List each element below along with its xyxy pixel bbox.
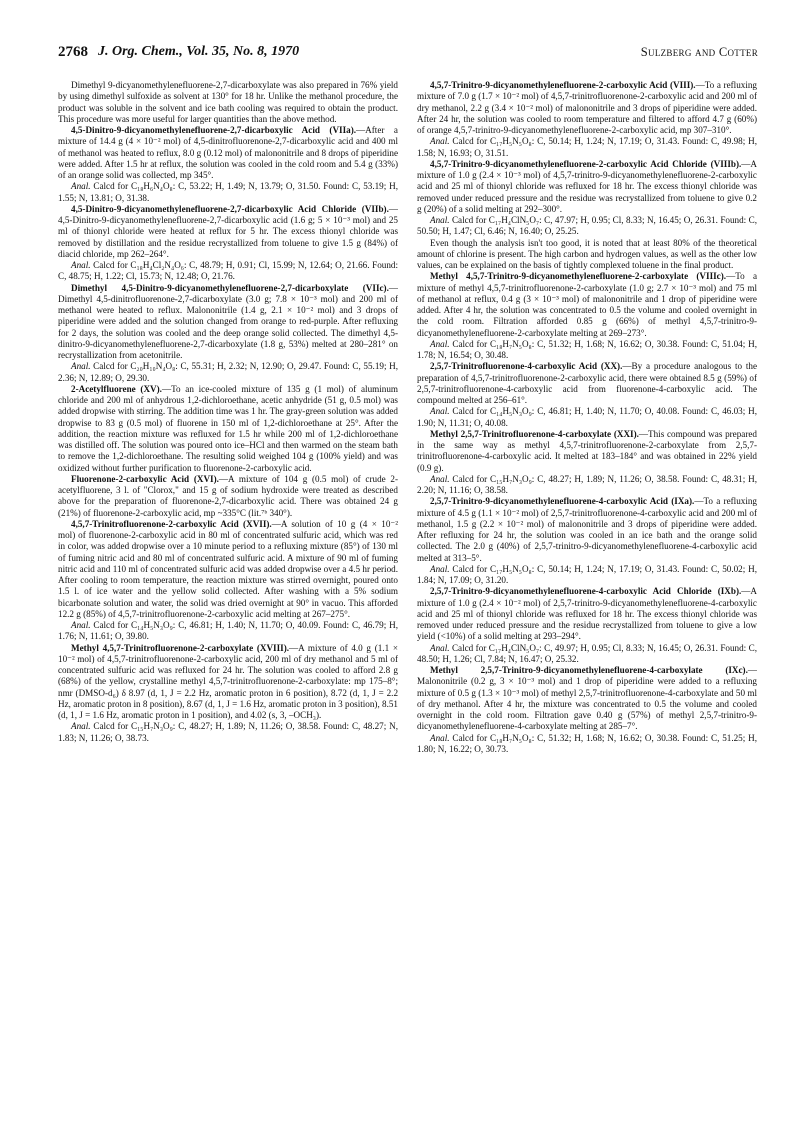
compound-heading: 4,5-Dinitro-9-dicyanomethylenefluorene-2,7-dicarboxylic Acid (VIIa).	[71, 125, 357, 135]
paragraph-text: —4,5-Dinitro-9-dicyanomethylenefluorene-2,7-dicarboxylic acid (1.6 g; 5 × 10⁻³ mol) and 25 ml of thionyl chloride were heated at reflux for 5 hr. The excess thionyl chloride was removed by distillation and the residue recrystallized from toluene to give 1.5 g (84%) of diacid chloride, mp 262–264°.	[58, 203, 398, 259]
paragraph	[58, 361, 398, 384]
paragraph-text: Calcd for C₂₀H₁₀N₄O₈: C, 55.31; H, 2.32; N, 12.90; O, 29.47. Found: C, 55.19; H, 2.36; N, 12.89; O, 29.30.	[58, 361, 398, 383]
paragraph-text: Even though the analysis isn't too good, it is noted that at least 80% of the theoretical amount of chlorine is present. The high carbon and hydrogen values, as well as the other low values, can be explained on the basis of tightly complexed toluene in the final product.	[417, 237, 757, 270]
compound-heading: Methyl 2,5,7-Trinitro-9-dicyanomethylenefluorene-4-carboxylate (IXc).	[430, 665, 748, 675]
paragraph-text: —Dimethyl 4,5-dinitrofluorenone-2,7-dicarboxylate (3.0 g; 7.8 × 10⁻³ mol) and 200 ml of methanol were heated to reflux. Malononitrile (1.4 g, 2.1 × 10⁻² mol) and 3 drops of piperidine were added and the solution changed from orange to red-purple. After refluxing for 2 days, the solution was cooled and the deep orange solid collected. The dimethyl 4,5-dinitro-9-dicyanomethylenefluorene-2,7-dicarboxylate (1.8 g, 53%) melted at 280–281° on recrystallization from acetonitrile.	[58, 282, 398, 360]
compound-heading: 4,5,7-Trinitro-9-dicyanomethylenefluorene-2-carboxylic Acid Chloride (VIIIb).	[430, 158, 742, 169]
journal-citation: J. Org. Chem., Vol. 35, No. 8, 1970	[98, 44, 300, 59]
analysis-label: Anal.	[430, 642, 450, 653]
paragraph	[417, 496, 757, 564]
left-column	[58, 80, 398, 1120]
paragraph	[417, 80, 757, 136]
compound-heading: 4,5-Dinitro-9-dicyanomethylenefluorene-2,7-dicarboxylic Acid Chloride (VIIb).	[71, 203, 389, 214]
analysis-label: Anal.	[430, 732, 450, 743]
paragraph-text: —This compound was prepared in the same way as methyl 4,5,7-trinitrofluorenone-2-carboxylate from 2,5,7-trinitrofluorenone-4-carboxylic acid. It melted at 183–184° and was obtained in 22% yield (0.9 g).	[417, 428, 757, 473]
paragraph-text: —To a refluxing mixture of 4.5 g (1.1 × 10⁻² mol) of 2,5,7-trinitrofluorenone-4-carboxylic acid and 200 ml of methanol, 1.5 g (2.2 × 10⁻² mol) of malononitrile and 3 drops of piperidine were added. After refluxing for 24 hr, the solution was cooled in an ice bath and the orange solid collected. The 2.0 g (40%) of 2,5,7-trinitro-9-dicyanomethylenefluorene-4-carboxylic acid melted at 313–5°.	[417, 496, 757, 563]
analysis-label: Anal.	[71, 620, 91, 630]
paragraph	[58, 260, 398, 283]
right-column	[417, 80, 757, 1120]
analysis-label: Anal.	[430, 406, 450, 417]
paragraph	[417, 136, 757, 159]
paragraph-text: —A mixture of 104 g (0.5 mol) of crude 2-acetylfluorene, 3 l. of "Clorox," and 15 g of sodium hydroxide were treated as described above for the preparation of fluorenone-2,7-dicarboxylic acid. There was obtained 24 g (21%) of fluorenone-2-carboxylic acid, mp ~335°C (lit.⁷ᵇ 340°).	[58, 473, 398, 518]
running-header	[58, 44, 758, 66]
paragraph-text: —A mixture of 1.0 g (2.4 × 10⁻³ mol) of 4,5,7-trinitro-9-dicyanomethylenefluorene-2-carboxylic acid and 25 ml of thionyl chloride was refluxed for 18 hr. The excess thionyl chloride was removed under reduced pressure and the residue was recrystallized from toluene to give 0.2 g (20%) of a solid melting at 292–300°.	[417, 158, 757, 214]
running-authors: Sulzberg and Cotter	[640, 45, 758, 59]
paragraph-text: Calcd for C₁₈H₆N₄O₈: C, 53.22; H, 1.49; N, 13.79; O, 31.50. Found: C, 53.19; H, 1.55; N, 13.81; O, 31.38.	[58, 181, 398, 203]
compound-heading: Dimethyl 4,5-Dinitro-9-dicyanomethylenefluorene-2,7-dicarboxylate (VIIc).	[71, 282, 389, 293]
compound-heading: 4,5,7-Trinitro-9-dicyanomethylenefluorene-2-carboxylic Acid (VIII).	[430, 80, 696, 90]
paragraph-text: Calcd for C₁₅H₇N₃O₉: C, 48.27; H, 1.89; N, 11.26; O, 38.58. Found: C, 48.27; N, 1.83; N, 11.26; O, 38.73.	[58, 721, 398, 743]
compound-heading: 2-Acetylfluorene (XV).	[71, 383, 162, 394]
page-number: 2768	[58, 44, 88, 60]
analysis-label: Anal.	[430, 215, 450, 225]
analysis-label: Anal.	[71, 721, 91, 732]
paragraph-text: —After a mixture of 14.4 g (4 × 10⁻² mol) of 4,5-dinitrofluorenone-2,7-dicarboxylic acid and 400 ml of methanol was heated to reflux, 8.0 g (0.12 mol) of malononitrile and 8 drops of piperidine were added. After 1.5 hr at reflux, the solution was cooled in the cold room and 5.4 g (33%) of an orange solid was collected, mp 345°.	[58, 125, 398, 180]
paragraph	[417, 215, 757, 238]
paragraph	[58, 643, 398, 722]
paragraph	[417, 238, 757, 272]
paragraph-text: Calcd for C₁₈H₄Cl₂N₄O₆: C, 48.79; H, 0.91; Cl, 15.99; N, 12.64; O, 21.66. Found: C, 48.75; H, 1.22; Cl, 15.73; N, 12.48; O, 21.76.	[58, 260, 398, 282]
paragraph	[417, 159, 757, 215]
paragraph-text: Calcd for C₁₈H₇N₅O₈: C, 51.32; H, 1.68; N, 16.62; O, 30.38. Found: C, 51.25; H, 1.80; N, 16.22; O, 30.73.	[417, 732, 757, 754]
paragraph	[417, 733, 757, 756]
paragraph-text: Calcd for C₁₇H₅N₅O₈: C, 50.14; H, 1.24; N, 17.19; O, 31.43. Found: C, 50.02; H, 1.84; N, 17.09; O, 31.20.	[417, 563, 757, 585]
compound-heading: Methyl 2,5,7-Trinitrofluorenone-4-carboxylate (XXI).	[430, 428, 639, 439]
analysis-label: Anal.	[71, 361, 91, 372]
paragraph-text: —A solution of 10 g (4 × 10⁻² mol) of fluorenone-2-carboxylic acid in 80 ml of concentrated sulfuric acid, which was red in color, was added dropwise over a 10 minute period to a refluxing mixture (85°) of 130 ml of fuming nitric acid and 80 ml of concentrated sulfuric acid. A mixture of 90 ml of fuming nitric acid and 110 ml of concentrated sulfuric acid was added dropwise over a 4.5 hr period. After cooling to room temperature, the reaction mixture was stirred overnight, poured onto 1.5 l. of ice water and the yellow solid collected. After washing with a 5% sodium bicarbonate solution and water, the solid was dried overnight at 90° in vacuo. This afforded 12.2 g (85%) of 4,5,7-trinitrofluorenone-2-carboxylic acid melting at 267–275°.	[58, 518, 398, 619]
paragraph	[417, 339, 757, 362]
analysis-label: Anal.	[430, 338, 450, 349]
paragraph	[417, 361, 757, 406]
paragraph	[58, 474, 398, 519]
paragraph-text: Calcd for C₁₄H₅N₃O₉: C, 46.81; H, 1.40; N, 11.70; O, 40.09. Found: C, 46.79; H, 1.76; N, 11.61; O, 39.80.	[58, 620, 398, 642]
analysis-label: Anal.	[430, 473, 450, 484]
paragraph-text: Dimethyl 9-dicyanomethylenefluorene-2,7-dicarboxylate was also prepared in 76% yield by using dimethyl sulfoxide as solvent at 130° for 18 hr. Unlike the methanol procedure, the product was soluble in the solvent and ice bath cooling was required to obtain the product. This procedure was more useful for larger quantities than the above method.	[58, 80, 398, 124]
paragraph-text: Calcd for C₁₄H₅N₃O₉: C, 46.81; H, 1.40; N, 11.70; O, 40.08. Found: C, 46.03; H, 1.90; N, 11.31; O, 40.08.	[417, 406, 757, 428]
paragraph	[58, 384, 398, 474]
paragraph-text: Calcd for C₁₇H₄ClN₅O₇: C, 49.97; H, 0.95; Cl, 8.33; N, 16.45; O, 26.31. Found: C, 48.50; H, 1.26; Cl, 7.84; N, 16.47; O, 25.32.	[417, 642, 757, 664]
paragraph-text: Calcd for C₁₅H₇N₃O₉: C, 48.27; H, 1.89; N, 11.26; O, 38.58. Found: C, 48.31; H, 2.20; N, 11.16; O, 38.58.	[417, 473, 757, 495]
paragraph	[417, 406, 757, 429]
paragraph-text: —To an ice-cooled mixture of 135 g (1 mol) of aluminum chloride and 200 ml of anhydrous 1,2-dichloroethane, acetic anhydride (51 g, 0.5 mol) was added dropwise with stirring. The addition time was 1 hr. The gray-green solution was added dropwise to 83 g (0.5 mol) of fluorene in 150 ml of 1,2-dichloroethane at 25°. After the addition, the reaction mixture was refluxed for 1.5 hr while 200 ml of 1,2-dichloroethane was distilled off. The solution was poured onto ice–HCl and then warmed on the steam bath to remove the 1,2-dichloroethane. The resulting solid weighed 104 g (100% yield) and was oxidized without further purification to fluorenone-2-carboxylic acid.	[58, 383, 398, 473]
analysis-label: Anal.	[430, 136, 450, 147]
compound-heading: Fluorenone-2-carboxylic Acid (XVI).	[71, 473, 219, 484]
paragraph-text: —To a mixture of methyl 4,5,7-trinitrofluorenone-2-carboxylate (1.0 g; 2.7 × 10⁻³ mol) and 75 ml of methanol at reflux, 0.4 g (3 × 10⁻³ mol) of malononitrile and 1 drop of piperidine were added. After 4 hr, the solution was concentrated to 0.5 the volume and cooled overnight in the cold room. Filtration afforded 0.85 g (66%) of methyl 4,5,7-trinitro-9-dicyanomethylenefluorene-2-carboxylate melting at 269–273°.	[417, 271, 757, 338]
paragraph-text: —Malononitrile (0.2 g, 3 × 10⁻³ mol) and 1 drop of piperidine were added to a refluxing mixture of 0.5 g (1.3 × 10⁻³ mol) of methyl 2,5,7-trinitrofluorenone-4-carboxylate and 50 ml of dry methanol. After 4 hr, the mixture was concentrated to 0.5 the volume and cooled overnight in the cold room. Filtration gave 0.40 g (57%) of methyl 2,5,7-trinitro-9-dicyanomethylenefluorene-4-carboxylate melting at 285–7°.	[417, 665, 757, 732]
paragraph	[58, 283, 398, 362]
paragraph	[58, 519, 398, 620]
compound-heading: Methyl 4,5,7-Trinitrofluorenone-2-carboxylate (XVIII).	[71, 642, 290, 653]
compound-heading: 4,5,7-Trinitrofluorenone-2-carboxylic Acid (XVII).	[71, 518, 272, 529]
paragraph	[417, 665, 757, 733]
paragraph	[417, 271, 757, 339]
paragraph	[417, 586, 757, 642]
paragraph-text: —To a refluxing mixture of 7.0 g (1.7 × 10⁻² mol) of 4,5,7-trinitrofluorenone-2-carboxylic acid and 200 ml of dry methanol, 2.2 g (3.4 × 10⁻² mol) of malononitrile and 3 drops of piperidine were added. After 24 hr, the solution was cooled to room temperature and filtered to afford 4.7 g (60%) of orange 4,5,7-trinitro-9-dicyanomethylenefluorene-2-carboxylic acid, mp 307–310°.	[417, 80, 757, 135]
paragraph-text: —A mixture of 1.0 g (2.4 × 10⁻² mol) of 2,5,7-trinitro-9-dicyanomethylenefluorene-4-carboxylic acid and 25 ml of thionyl chloride was refluxed for 18 hr. The excess thionyl chloride was removed under reduced pressure and the residue recrystallized from toluene to give a low yield (<10%) of a solid melting at 293–294°.	[417, 586, 757, 642]
paragraph	[58, 80, 398, 125]
compound-heading: 2,5,7-Trinitrofluorenone-4-carboxylic Acid (XX).	[430, 361, 623, 372]
paragraph	[417, 429, 757, 474]
paragraph-text: Calcd for C₁₈H₇N₅O₈: C, 51.32; H, 1.68; N, 16.62; O, 30.38. Found: C, 51.04; H, 1.78; N, 16.54; O, 30.48.	[417, 338, 757, 360]
paragraph-text: Calcd for C₁₇H₅N₅O₈: C, 50.14; H, 1.24; N, 17.19; O, 31.43. Found: C, 49.98; H, 1.58; N, 16.93; O, 31.51.	[417, 136, 757, 158]
paragraph-text: —A mixture of 4.0 g (1.1 × 10⁻² mol) of 4,5,7-trinitrofluorenone-2-carboxylic acid, 200 ml of dry methanol and 5 ml of concentrated sulfuric acid was refluxed for 24 hr. The solution was cooled to afford 2.8 g (68%) of the yellow, crystalline methyl 4,5,7-trinitrofluorenone-2-carboxylate: mp 175–8°; nmr (DMSO-d₆) δ 8.97 (d, 1, J = 2.2 Hz, aromatic proton in 6 position), 8.72 (d, 1, J = 2.2 Hz, aromatic proton in 8 position), 8.67 (d, 1, J = 1.6 Hz, aromatic proton in 3 position), 8.51 (d, 1, J = 1.6 Hz, aromatic proton in 1 position), and 4.02 (s, 3, –OCH₃).	[58, 642, 398, 720]
paragraph	[58, 721, 398, 744]
analysis-label: Anal.	[71, 181, 91, 192]
paragraph	[58, 620, 398, 643]
compound-heading: 2,5,7-Trinitro-9-dicyanomethylenefluorene-4-carboxylic Acid (IXa).	[430, 496, 695, 507]
analysis-label: Anal.	[71, 260, 91, 270]
compound-heading: 2,5,7-Trinitro-9-dicyanomethylenefluorene-4-carboxylic Acid Chloride (IXb).	[430, 586, 742, 597]
analysis-label: Anal.	[430, 563, 450, 574]
paragraph	[58, 181, 398, 204]
paragraph	[417, 643, 757, 666]
paragraph	[58, 204, 398, 260]
paragraph-text: —By a procedure analogous to the preparation of 4,5,7-trinitrofluorenone-2-carboxylic acid, there were obtained 8.5 g (59%) of 2,5,7-trinitrofluorenone-4-carboxylic acid from fluorenone-4-carboxylic acid. The compound melted at 256–61°.	[417, 361, 757, 405]
paragraph	[417, 564, 757, 587]
paragraph	[58, 125, 398, 181]
compound-heading: Methyl 4,5,7-Trinitro-9-dicyanomethylenefluorene-2-carboxylate (VIIIc).	[430, 271, 727, 282]
paragraph-text: Calcd for C₁₇H₄ClN₅O₇: C, 47.97; H, 0.95; Cl, 8.33; N, 16.45; O, 26.31. Found: C, 50.50; H, 1.47; Cl, 6.46; N, 16.40; O, 25.25.	[417, 215, 757, 237]
paragraph	[417, 474, 757, 497]
